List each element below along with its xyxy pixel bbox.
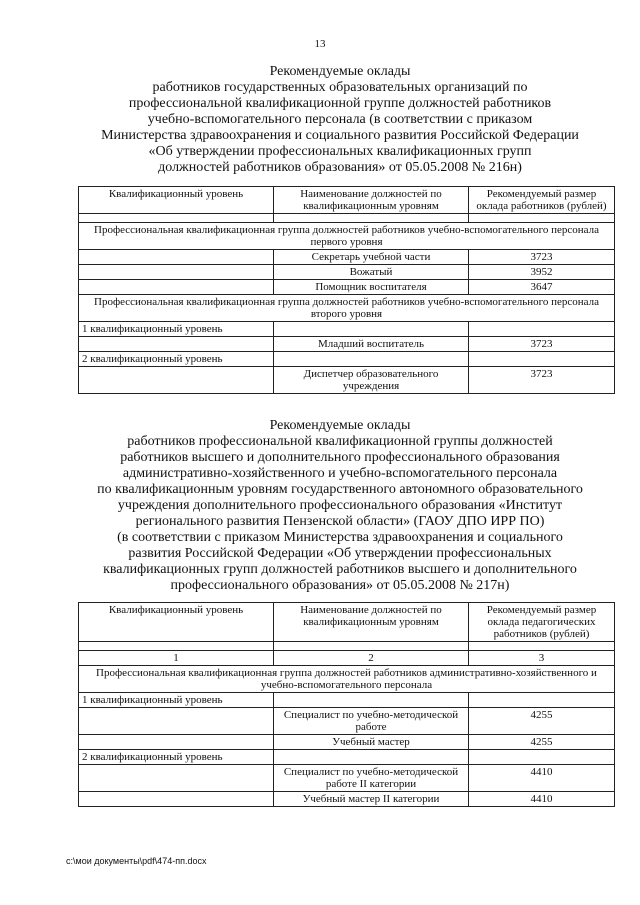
header-position: Наименование должностей по квалификационным уровням [274, 603, 469, 642]
group-row [79, 666, 615, 693]
position-cell [274, 750, 469, 765]
position-cell: Помощник воспитателя [274, 280, 469, 295]
column-number: 3 [469, 651, 615, 666]
heading-line: регионального развития Пензенской области» (ГАОУ ДПО ИРР ПО) [135, 514, 545, 529]
table-row [79, 792, 615, 807]
heading-line: учебно-вспомогательного персонала (в соответствии с приказом [147, 112, 533, 127]
group-title: Профессиональная квалификационная группа должностей работников учебно-вспомогательного персонала первого уровня [79, 223, 615, 250]
table-row [79, 337, 615, 352]
level-row [79, 693, 615, 708]
table-row [79, 250, 615, 265]
table-row [79, 265, 615, 280]
heading-line: работников высшего и дополнительного профессионального образования [120, 450, 560, 465]
spacer-row [79, 214, 615, 223]
position-cell: Учебный мастер [274, 735, 469, 750]
spacer-row [79, 642, 615, 651]
position-cell: Специалист по учебно-методической работе [274, 708, 469, 735]
level-cell: 1 квалификационный уровень [79, 322, 274, 337]
heading-line: учреждения дополнительного профессионального образования «Институт [117, 498, 563, 513]
level-cell [79, 367, 274, 394]
salary-cell [469, 352, 615, 367]
salary-cell: 3647 [469, 280, 615, 295]
heading-216n [60, 64, 620, 176]
position-cell [274, 693, 469, 708]
level-cell [79, 337, 274, 352]
level-cell: 1 квалификационный уровень [79, 693, 274, 708]
heading-line: должностей работников образования» от 05.05.2008 № 216н) [158, 160, 522, 175]
position-cell: Вожатый [274, 265, 469, 280]
heading-line: административно-хозяйственного и учебно-вспомогательного персонала [122, 466, 558, 481]
level-cell: 2 квалификационный уровень [79, 352, 274, 367]
salary-cell: 4255 [469, 735, 615, 750]
position-cell [274, 352, 469, 367]
header-position: Наименование должностей по квалификационным уровням [274, 187, 469, 214]
table-row [79, 735, 615, 750]
table-header-row [79, 187, 615, 214]
heading-line: Министерства здравоохранения и социального развития Российской Федерации [101, 128, 579, 143]
position-cell: Секретарь учебной части [274, 250, 469, 265]
level-cell [79, 265, 274, 280]
salary-cell: 3952 [469, 265, 615, 280]
heading-line: по квалификационным уровням государственного автономного образовательного [97, 482, 583, 497]
page-number: 13 [314, 38, 326, 50]
salary-cell: 3723 [469, 337, 615, 352]
header-level: Квалификационный уровень [79, 603, 274, 642]
level-row [79, 750, 615, 765]
position-cell: Специалист по учебно-методической работе II категории [274, 765, 469, 792]
header-salary: Рекомендуемый размер оклада работников (рублей) [469, 187, 615, 214]
table-row [79, 765, 615, 792]
salary-cell: 3723 [469, 367, 615, 394]
salary-cell [469, 750, 615, 765]
header-salary: Рекомендуемый размер оклада педагогических работников (рублей) [469, 603, 615, 642]
heading-217n [60, 418, 620, 594]
level-cell [79, 250, 274, 265]
salary-cell [469, 322, 615, 337]
level-cell [79, 280, 274, 295]
table-row [79, 367, 615, 394]
level-cell [79, 735, 274, 750]
group-row [79, 295, 615, 322]
position-cell [274, 322, 469, 337]
salary-cell: 3723 [469, 250, 615, 265]
level-row [79, 322, 615, 337]
group-row [79, 223, 615, 250]
heading-line: (в соответствии с приказом Министерства здравоохранения и социального [117, 530, 563, 545]
header-level: Квалификационный уровень [79, 187, 274, 214]
column-number: 2 [274, 651, 469, 666]
heading-line: профессиональной квалификационной группе должностей работников [128, 96, 552, 111]
position-cell: Учебный мастер II категории [274, 792, 469, 807]
heading-line: квалификационных групп должностей работников высшего и дополнительного [103, 562, 577, 577]
level-cell [79, 708, 274, 735]
group-title: Профессиональная квалификационная группа должностей работников учебно-вспомогательного персонала второго уровня [79, 295, 615, 322]
heading-line: профессионального образования» от 05.05.2008 № 217н) [170, 578, 510, 593]
salary-table-217n [78, 602, 615, 807]
salary-cell: 4410 [469, 792, 615, 807]
table-row [79, 708, 615, 735]
salary-cell: 4255 [469, 708, 615, 735]
file-path-footer: c:\мои документы\pdf\474-пп.docx [66, 856, 207, 866]
heading-line: Рекомендуемые оклады [269, 64, 411, 79]
salary-cell: 4410 [469, 765, 615, 792]
heading-line: работников профессиональной квалификационной группы должностей [127, 434, 553, 449]
heading-line: развития Российской Федерации «Об утверждении профессиональных [128, 546, 552, 561]
salary-table-216n [78, 186, 615, 394]
column-number: 1 [79, 651, 274, 666]
level-cell [79, 765, 274, 792]
position-cell: Младший воспитатель [274, 337, 469, 352]
level-cell [79, 792, 274, 807]
heading-line: Рекомендуемые оклады [269, 418, 411, 433]
position-cell: Диспетчер образовательного учреждения [274, 367, 469, 394]
group-title: Профессиональная квалификационная группа должностей работников административно-хозяйственного и учебно-вспомогательного персонала [79, 666, 615, 693]
table-header-row [79, 603, 615, 642]
heading-line: работников государственных образовательных организаций по [152, 80, 528, 95]
level-cell: 2 квалификационный уровень [79, 750, 274, 765]
column-number-row [79, 651, 615, 666]
salary-cell [469, 693, 615, 708]
level-row [79, 352, 615, 367]
heading-line: «Об утверждении профессиональных квалификационных групп [148, 144, 532, 159]
table-row [79, 280, 615, 295]
